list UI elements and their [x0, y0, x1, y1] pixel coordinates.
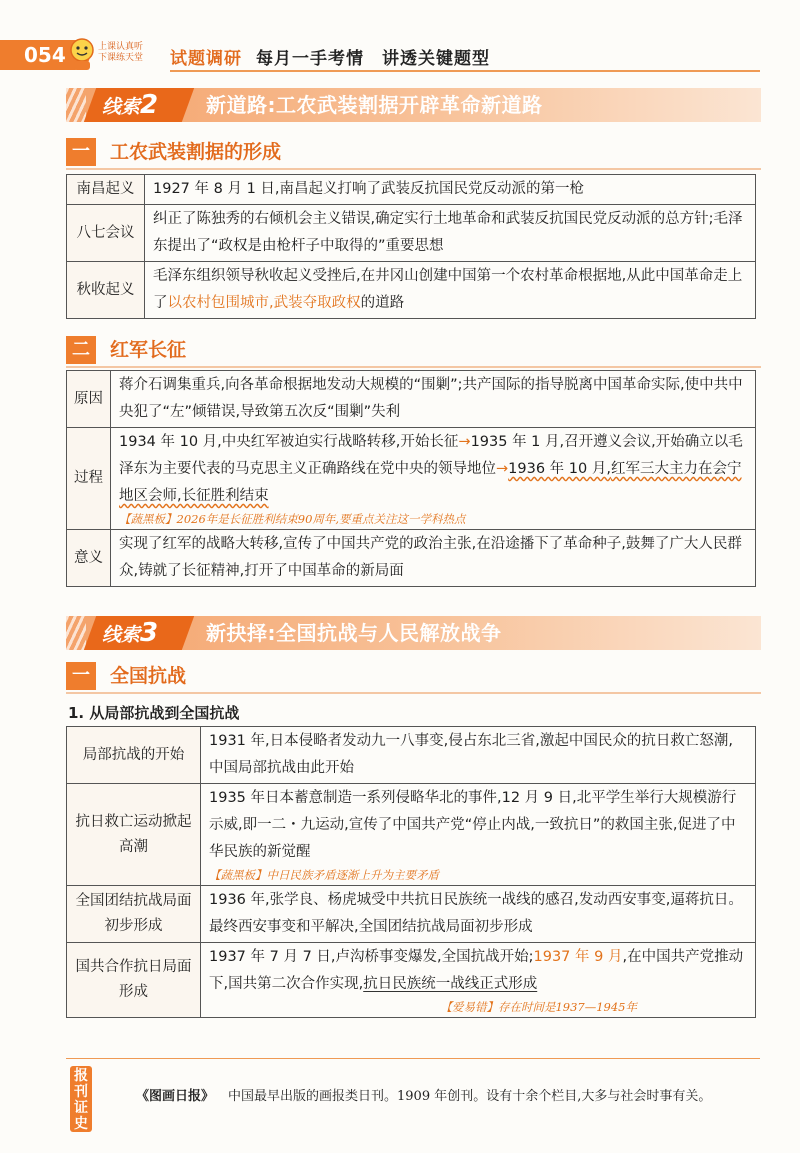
- paper-name: 《图画日报》: [136, 1089, 215, 1104]
- clue-title: 新道路:工农武装割据开辟革命新道路: [206, 93, 543, 117]
- row-value: 毛泽东组织领导秋收起义受挫后,在井冈山创建中国第一个农村革命根据地,从此中国革命走上了以农村包围城市,武装夺取政权的道路: [145, 262, 756, 319]
- row-value: 1934 年 10 月,中央红军被迫实行战略转移,开始长征→1935 年 1 月,召开遵义会议,开始确立以毛泽东为主要代表的马克思主义正确路线在党中央的领导地位→1936 年 10 月,红军三大主力在会宁地区会师,长征胜利结束 【蔬黑板】2026年是长征胜利结束90周年,要重点关注这一学科热点: [111, 428, 756, 530]
- row-key: 八七会议: [67, 205, 145, 262]
- header-divider: [170, 70, 760, 72]
- page-number: 054: [0, 40, 90, 70]
- side-tab: 报 刊 证 史: [70, 1066, 92, 1132]
- table-armed-separatism: [66, 174, 756, 319]
- row-value: 1927 年 8 月 1 日,南昌起义打响了武装反抗国民党反动派的第一枪: [145, 175, 756, 205]
- section-title: 全国抗战: [110, 665, 187, 687]
- wavy-underline-text: 1936 年 10 月,: [508, 461, 611, 477]
- table-row: [67, 784, 756, 886]
- sub-heading: 1. 从局部抗战到全国抗战: [68, 704, 240, 722]
- table-row: [67, 428, 756, 530]
- page-header: [0, 36, 800, 76]
- header-title: [170, 44, 490, 69]
- section-heading: [66, 662, 761, 694]
- section-title: 红军长征: [110, 339, 187, 361]
- table-row: [67, 262, 756, 319]
- table-anti-japanese-war: [66, 726, 756, 1018]
- section-title: 工农武装割据的形成: [110, 141, 282, 163]
- banner-stripes: [66, 88, 86, 122]
- row-value: 纠正了陈独秀的右倾机会主义错误,确定实行土地革命和武装反抗国民党反动派的总方针;毛泽东提出了“政权是由枪杆子中取得的”重要思想: [145, 205, 756, 262]
- section-heading: [66, 336, 761, 368]
- table-row: [67, 886, 756, 943]
- error-prone-note: 【爱易错】存在时间是1937—1945年: [440, 1000, 637, 1014]
- section-name: 试题调研: [170, 49, 242, 69]
- row-value: 1931 年,日本侵略者发动九一八事变,侵占东北三省,激起中国民众的抗日救亡怒潮,中国局部抗战由此开始: [201, 727, 756, 784]
- footer-note: [136, 1085, 711, 1104]
- tagline: 每月一手考情 讲透关键题型: [256, 49, 490, 69]
- section-number: 一: [66, 138, 96, 166]
- row-value: 1935 年日本蓄意制造一系列侵略华北的事件,12 月 9 日,北平学生举行大规模游行示威,即一二・九运动,宣传了中国共产党“停止内战,一致抗日”的救国主张,促进了中华民族的新觉醒 【蔬黑板】中日民族矛盾逐渐上升为主要矛盾: [201, 784, 756, 886]
- arrow-icon: →: [458, 434, 471, 450]
- row-key: 过程: [67, 428, 111, 530]
- row-key: 南昌起义: [67, 175, 145, 205]
- clue-2-banner: [66, 88, 761, 122]
- row-value: 1936 年,张学良、杨虎城受中共抗日民族统一战线的感召,发动西安事变,逼蒋抗日。最终西安事变和平解决,全国团结抗战局面初步形成: [201, 886, 756, 943]
- underlined-text: 抗日民族统一战线正式形成: [363, 976, 538, 992]
- table-long-march: [66, 370, 756, 587]
- row-value: 1937 年 7 月 7 日,卢沟桥事变爆发,全国抗战开始;1937 年 9 月,在中国共产党推动下,国共第二次合作实现,抗日民族统一战线正式形成 【爱易错】存在时间是1937—1945年: [201, 943, 756, 1018]
- table-row: [67, 530, 756, 587]
- section-number: 二: [66, 336, 96, 364]
- row-key: 意义: [67, 530, 111, 587]
- row-key: 全国团结抗战局面初步形成: [67, 886, 201, 943]
- row-value: 实现了红军的战略大转移,宣传了中国共产党的政治主张,在沿途播下了革命种子,鼓舞了广大人民群众,铸就了长征精神,打开了中国革命的新局面: [111, 530, 756, 587]
- clue-tag: 线索2: [102, 90, 159, 120]
- row-key: 抗日救亡运动掀起高潮: [67, 784, 201, 886]
- highlight-text: 以农村包围城市,武装夺取政权: [167, 295, 361, 311]
- row-key: 局部抗战的开始: [67, 727, 201, 784]
- row-key: 原因: [67, 371, 111, 428]
- table-row: [67, 727, 756, 784]
- clue-title: 新抉择:全国抗战与人民解放战争: [206, 621, 502, 645]
- row-key: 国共合作抗日局面形成: [67, 943, 201, 1018]
- table-row: [67, 371, 756, 428]
- slogan: 上课认真听 下课练天堂: [98, 42, 144, 63]
- highlight-text: 1937 年 9 月: [533, 949, 623, 965]
- banner-stripes: [66, 616, 86, 650]
- table-row: [67, 943, 756, 1018]
- footer-divider: [66, 1058, 760, 1059]
- arrow-icon: →: [496, 461, 509, 477]
- section-heading: [66, 138, 761, 170]
- section-number: 一: [66, 662, 96, 690]
- row-key: 秋收起义: [67, 262, 145, 319]
- wavy-underline-text: 红军三大主力在会宁地区会师,长征胜利结束: [119, 461, 742, 504]
- clue-tag: 线索3: [102, 618, 159, 648]
- clue-3-banner: [66, 616, 761, 650]
- teacher-note: 【蔬黑板】2026年是长征胜利结束90周年,要重点关注这一学科热点: [119, 512, 466, 526]
- table-row: [67, 205, 756, 262]
- row-value: 蒋介石调集重兵,向各革命根据地发动大规模的“围剿”;共产国际的指导脱离中国革命实际,使中共中央犯了“左”倾错误,导致第五次反“围剿”失利: [111, 371, 756, 428]
- teacher-note: 【蔬黑板】中日民族矛盾逐渐上升为主要矛盾: [209, 868, 439, 882]
- paper-description: 中国最早出版的画报类日刊。1909 年创刊。设有十余个栏目,大多与社会时事有关。: [228, 1089, 712, 1104]
- table-row: [67, 175, 756, 205]
